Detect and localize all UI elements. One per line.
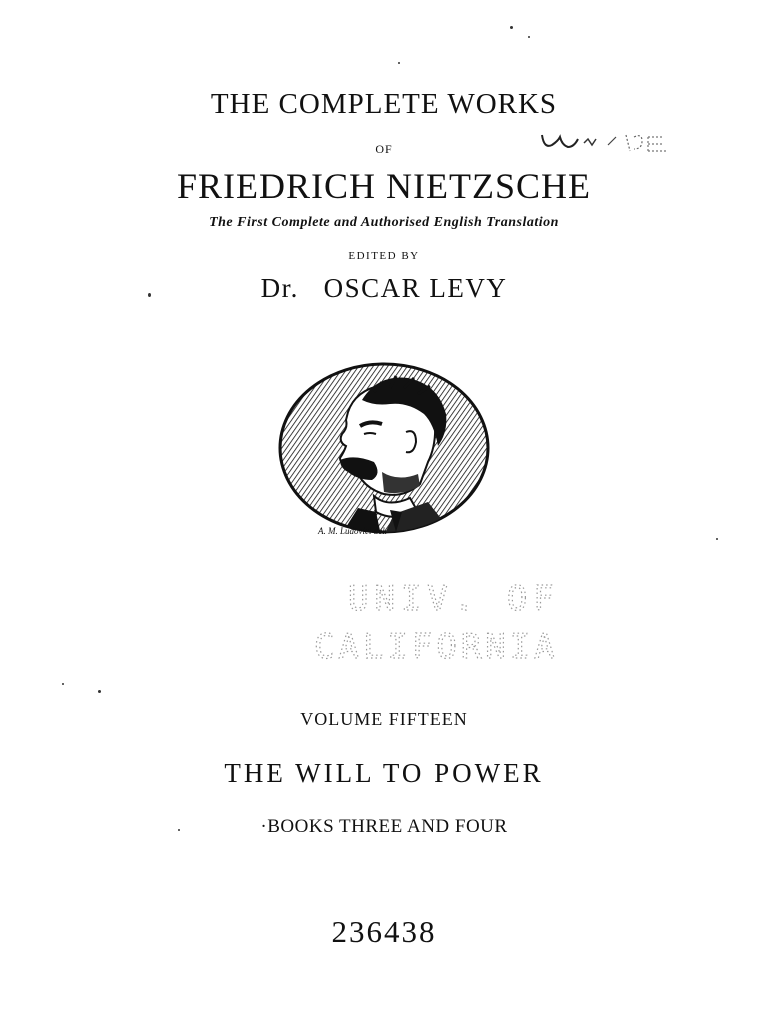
books-label: ·BOOKS THREE AND FOUR <box>260 816 508 837</box>
paper-speck <box>398 62 400 64</box>
paper-speck <box>62 683 64 685</box>
paper-speck <box>510 26 513 29</box>
paper-speck <box>148 293 151 297</box>
paper-speck <box>528 36 530 38</box>
paper-speck <box>716 538 718 540</box>
editor-line <box>0 273 768 304</box>
author-name: FRIEDRICH NIETZSCHE <box>177 166 591 206</box>
edited-by-label: EDITED BY <box>348 250 420 262</box>
work-title: THE WILL TO POWER <box>224 758 544 788</box>
stamp-line-1: UNIV. OF <box>348 579 560 619</box>
paper-speck <box>98 690 101 693</box>
editor-prefix: Dr. <box>260 273 299 303</box>
portrait-signature: A. M. Ludovici del. <box>318 526 387 536</box>
series-title: THE COMPLETE WORKS <box>210 88 558 120</box>
nietzsche-portrait-icon <box>278 362 490 540</box>
volume-label: VOLUME FIFTEEN <box>300 709 468 729</box>
library-stamp-icon <box>300 570 620 670</box>
stamp-line-2: CALIFORNIA <box>314 627 559 667</box>
editor-name: OSCAR LEVY <box>323 273 508 303</box>
paper-speck <box>178 829 180 831</box>
catalog-number: 236438 <box>331 914 437 949</box>
of-connector: OF <box>375 142 393 156</box>
subtitle: The First Complete and Authorised English Translation <box>209 215 559 230</box>
